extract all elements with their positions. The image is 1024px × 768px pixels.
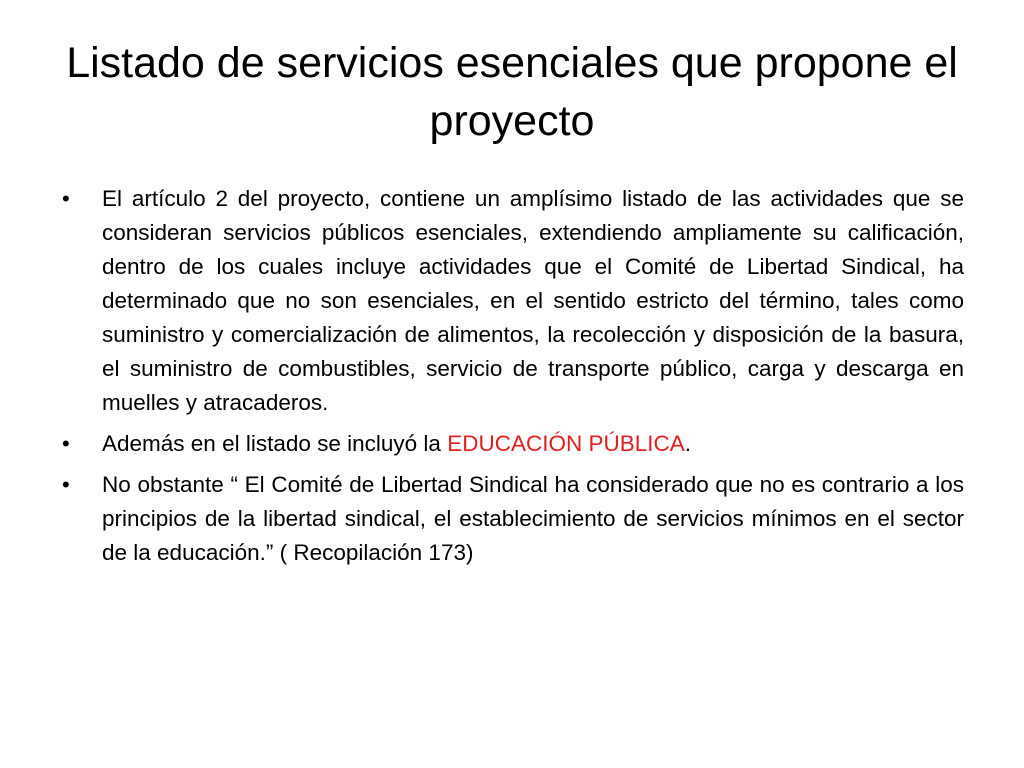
bullet-text: El artículo 2 del proyecto, contiene un amplísimo listado de las actividades que se consideran servicios públicos esenciales, extendiendo ampliamente su calificación, dentro de los cuales incluye actividades que el Comité de Libertad Sindical, ha determinado que no son esenciales, en el sentido estricto del término, tales como suministro y comercialización de alimentos, la recolección y disposición de la basura, el suministro de combustibles, servicio de transporte público, carga y descarga en muelles y atracaderos.: [102, 186, 964, 415]
slide-title: Listado de servicios esenciales que propone el proyecto: [66, 39, 958, 145]
list-item: [60, 182, 964, 420]
bullet-text-suffix: .: [684, 431, 692, 456]
bullet-icon: •: [62, 431, 70, 456]
bullet-text: No obstante “ El Comité de Libertad Sindical ha considerado que no es contrario a los principios de la libertad sindical, el establecimiento de servicios mínimos en el sector de la educación.” ( Recopilación 173): [102, 472, 964, 565]
list-item: [60, 468, 964, 570]
highlighted-term: EDUCACIÓN PÚBLICA: [447, 431, 685, 456]
bullet-list: [60, 182, 964, 577]
bullet-text-prefix: Además en el listado se incluyó la: [102, 431, 448, 456]
list-item: [60, 427, 964, 461]
bullet-icon: •: [62, 186, 70, 211]
bullet-text: [102, 427, 964, 461]
bullet-icon: •: [62, 472, 70, 497]
